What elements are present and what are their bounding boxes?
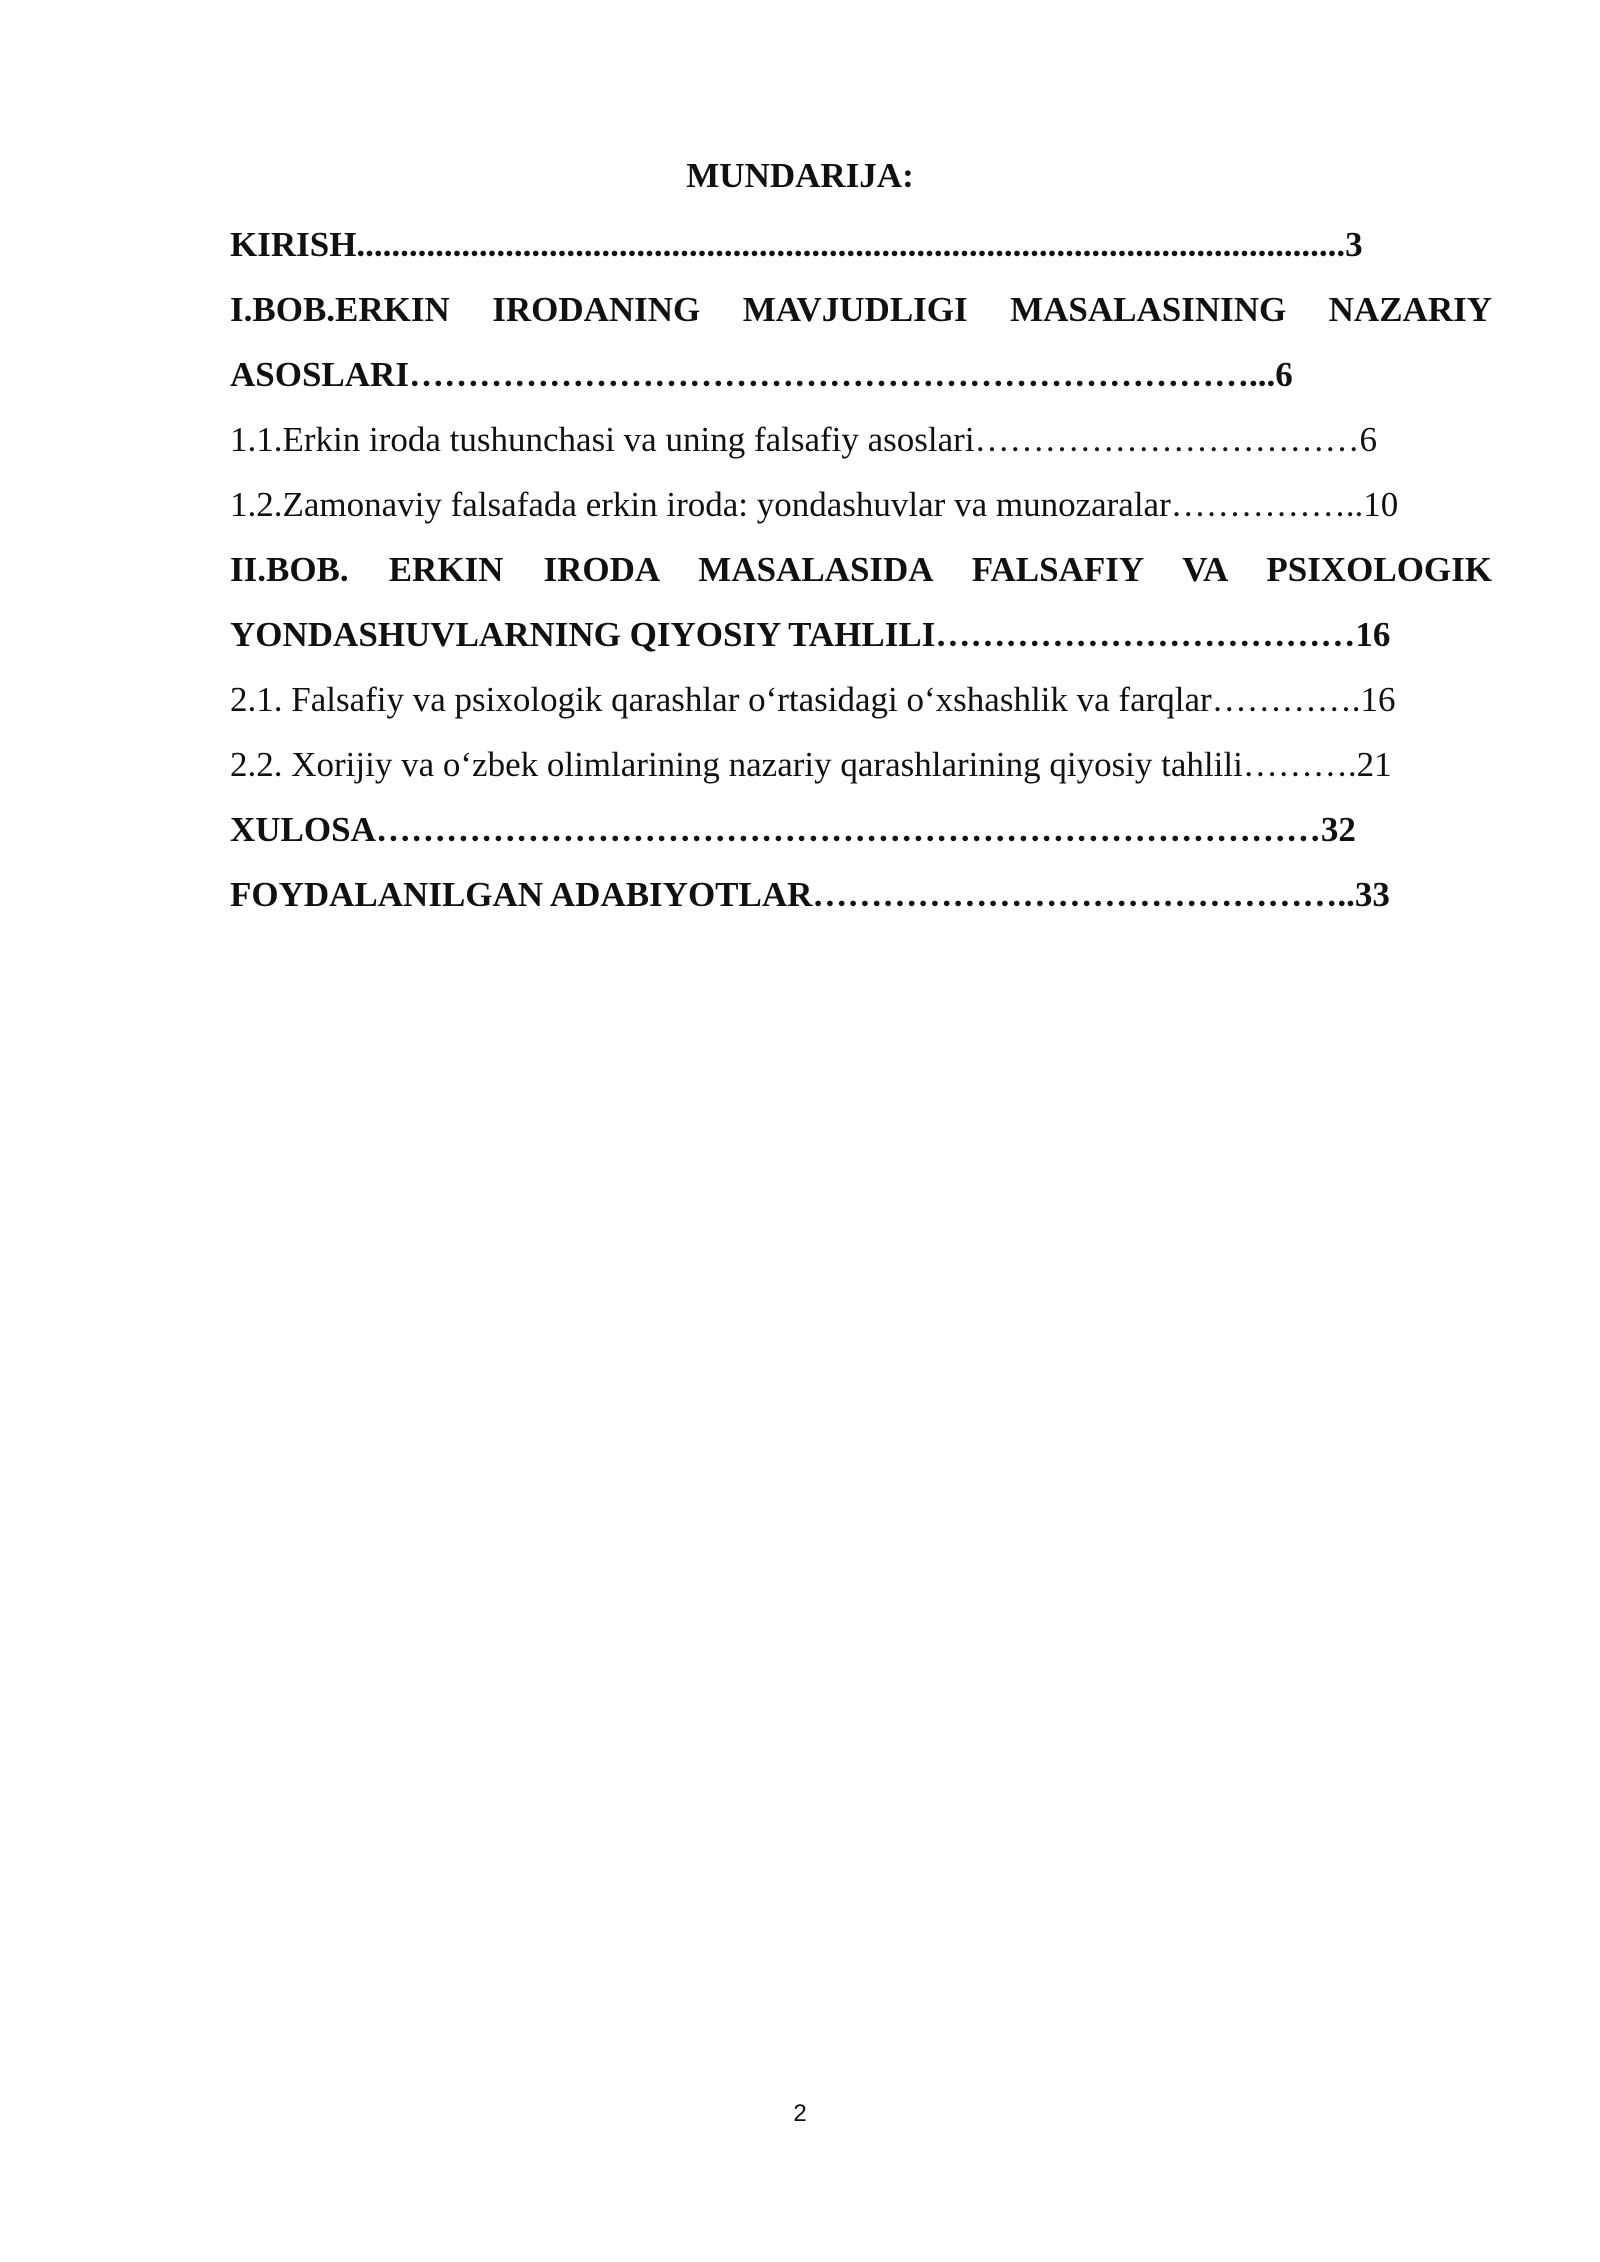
toc-entry-chapter-1-line-2: ASOSLARI………………………………………………………………...6 [230, 355, 1293, 394]
toc-entry-section-2-2: 2.2. Xorijiy va o‘zbek olimlarining nazariy qarashlarining qiyosiy tahlili……….21 [230, 745, 1392, 784]
toc-entry-section-1-1: 1.1.Erkin iroda tushunchasi va uning falsafiy asoslari……………………………6 [230, 420, 1378, 459]
toc-entry-xulosa: XULOSA………………………………………………………………………32 [230, 810, 1356, 849]
toc-entry-kirish: KIRISH.................................................................................................................3 [230, 225, 1363, 264]
page-number: 2 [793, 2100, 807, 2127]
toc-entry-section-1-2: 1.2.Zamonaviy falsafada erkin iroda: yondashuvlar va munozaralar……………..10 [230, 485, 1399, 524]
toc-entry-references: FOYDALANILGAN ADABIYOTLAR………………………………………..33 [230, 875, 1390, 914]
page-title: MUNDARIJA: [686, 156, 914, 195]
table-of-contents [230, 212, 1492, 927]
toc-entry-chapter-1-line-1: I.BOB.ERKIN IRODANING MAVJUDLIGI MASALASINING NAZARIY [230, 290, 1492, 329]
toc-entry-chapter-2-line-1: II.BOB. ERKIN IRODA MASALASIDA FALSAFIY VA PSIXOLOGIK [230, 550, 1492, 589]
toc-entry-section-2-1: 2.1. Falsafiy va psixologik qarashlar o‘rtasidagi o‘xshashlik va farqlar………….16 [230, 680, 1396, 719]
toc-entry-chapter-2-line-2: YONDASHUVLARNING QIYOSIY TAHLILI………………………………16 [230, 615, 1391, 654]
